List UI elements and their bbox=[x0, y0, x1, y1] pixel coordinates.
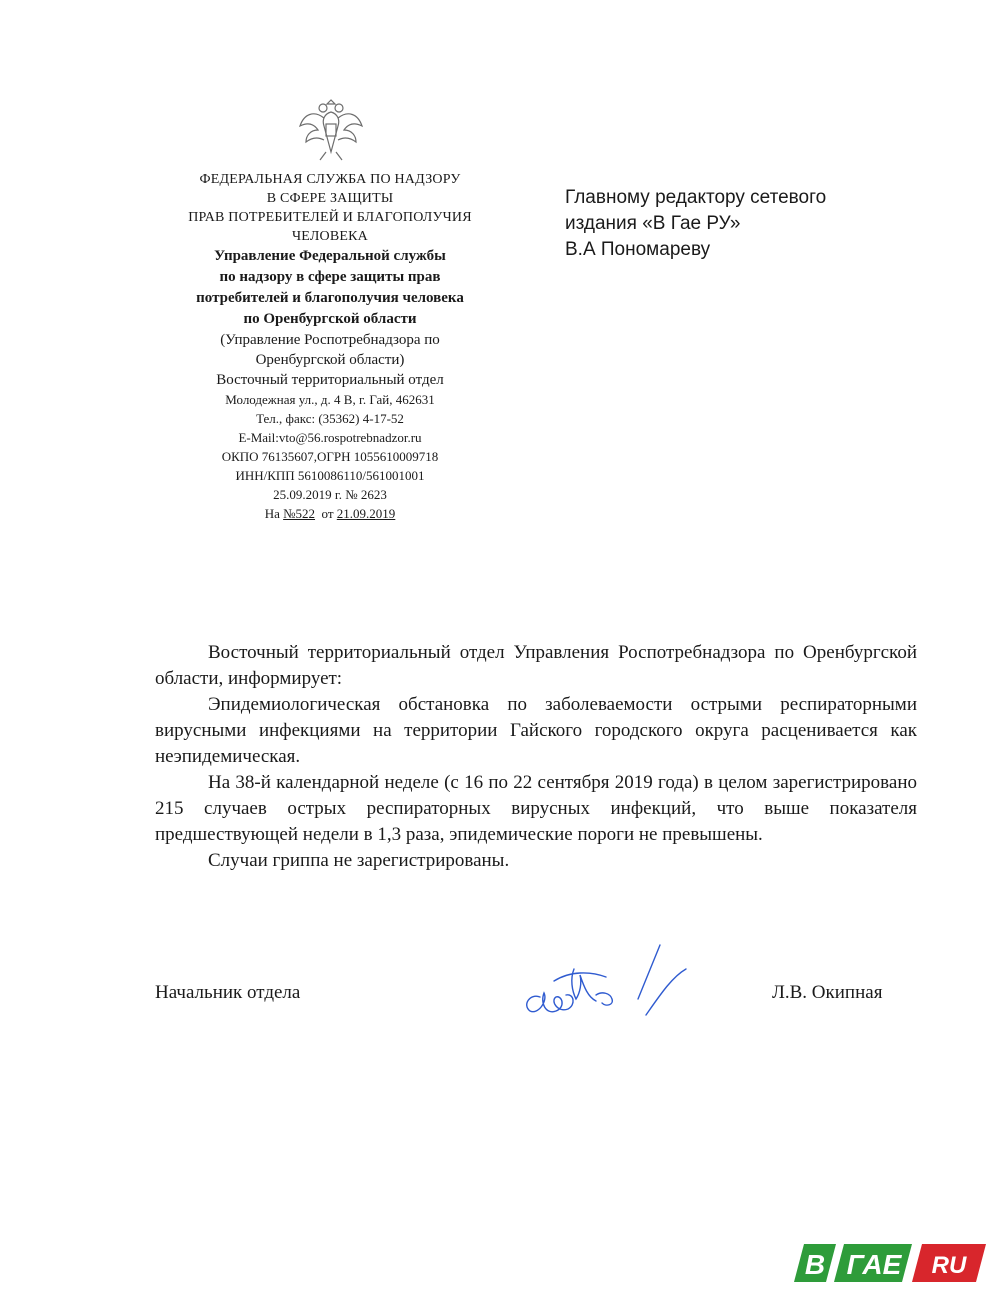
email-address: E-Mail:vto@56.rospotrebnadzor.ru bbox=[238, 430, 422, 445]
coat-of-arms-emblem bbox=[294, 92, 368, 166]
department-short-line: (Управление Роспотребнадзора по bbox=[220, 332, 440, 348]
postal-address: Молодежная ул., д. 4 В, г. Гай, 462631 bbox=[225, 392, 435, 407]
agency-name-line: ПРАВ ПОТРЕБИТЕЛЕЙ И БЛАГОПОЛУЧИЯ bbox=[188, 210, 472, 225]
reply-reference bbox=[140, 504, 520, 523]
addressee-line: Главному редактору сетевого bbox=[565, 187, 827, 208]
reply-prefix: На bbox=[264, 506, 280, 521]
logo-part-3: RU bbox=[931, 1252, 967, 1279]
logo-part-2: ГАЕ bbox=[846, 1249, 902, 1280]
department-name-line: Управление Федеральной службы bbox=[214, 248, 446, 264]
addressee-block bbox=[565, 185, 826, 263]
agency-name-line: ФЕДЕРАЛЬНАЯ СЛУЖБА ПО НАДЗОРУ bbox=[199, 172, 461, 187]
letterhead bbox=[140, 170, 520, 523]
reply-from: от bbox=[321, 506, 334, 521]
department-name-line: потребителей и благополучия человека bbox=[196, 290, 464, 306]
outgoing-number: 25.09.2019 г. № 2623 bbox=[273, 487, 387, 502]
reply-number: №522 bbox=[283, 506, 316, 521]
agency-name-line: В СФЕРЕ ЗАЩИТЫ bbox=[266, 191, 394, 206]
department-short-line: Оренбургской области) bbox=[255, 352, 405, 368]
reply-date: 21.09.2019 bbox=[336, 506, 396, 521]
body-paragraph: Эпидемиологическая обстановка по заболеваемости острыми респираторными вирусными инфекциями на территории Гайского городского округа расценивается как неэпидемическая. bbox=[155, 694, 917, 767]
body-paragraph: На 38-й календарной неделе (с 16 по 22 сентября 2019 года) в целом зарегистрировано 215 случаев острых респираторных вирусных инфекций, что выше показателя предшествующей недели в 1,3 раза, эпидемические пороги не превышены. bbox=[155, 772, 917, 845]
letter-body bbox=[155, 640, 917, 874]
inn-kpp: ИНН/КПП 5610086110/561001001 bbox=[235, 468, 425, 483]
okpo-ogrn: ОКПО 76135607,ОГРН 1055610009718 bbox=[221, 449, 439, 464]
signatory-position: Начальник отдела bbox=[155, 982, 301, 1003]
agency-name-line: ЧЕЛОВЕКА bbox=[291, 229, 368, 244]
body-paragraph: Восточный территориальный отдел Управления Роспотребнадзора по Оренбургской области, информирует: bbox=[155, 642, 917, 689]
addressee-line: издания «В Гае РУ» bbox=[565, 213, 741, 234]
v-gae-ru-logo bbox=[790, 1240, 990, 1286]
phone-fax: Тел., факс: (35362) 4-17-52 bbox=[256, 411, 404, 426]
addressee-line: В.А Пономареву bbox=[565, 239, 711, 260]
body-paragraph: Случаи гриппа не зарегистрированы. bbox=[208, 850, 510, 871]
department-name-line: по Оренбургской области bbox=[243, 311, 417, 327]
handwritten-signature bbox=[510, 935, 700, 1030]
department-name-line: по надзору в сфере защиты прав bbox=[219, 269, 441, 285]
logo-part-1: В bbox=[804, 1249, 826, 1280]
signatory-name: Л.В. Окипная bbox=[772, 982, 883, 1003]
territorial-unit-line: Восточный территориальный отдел bbox=[216, 372, 444, 388]
